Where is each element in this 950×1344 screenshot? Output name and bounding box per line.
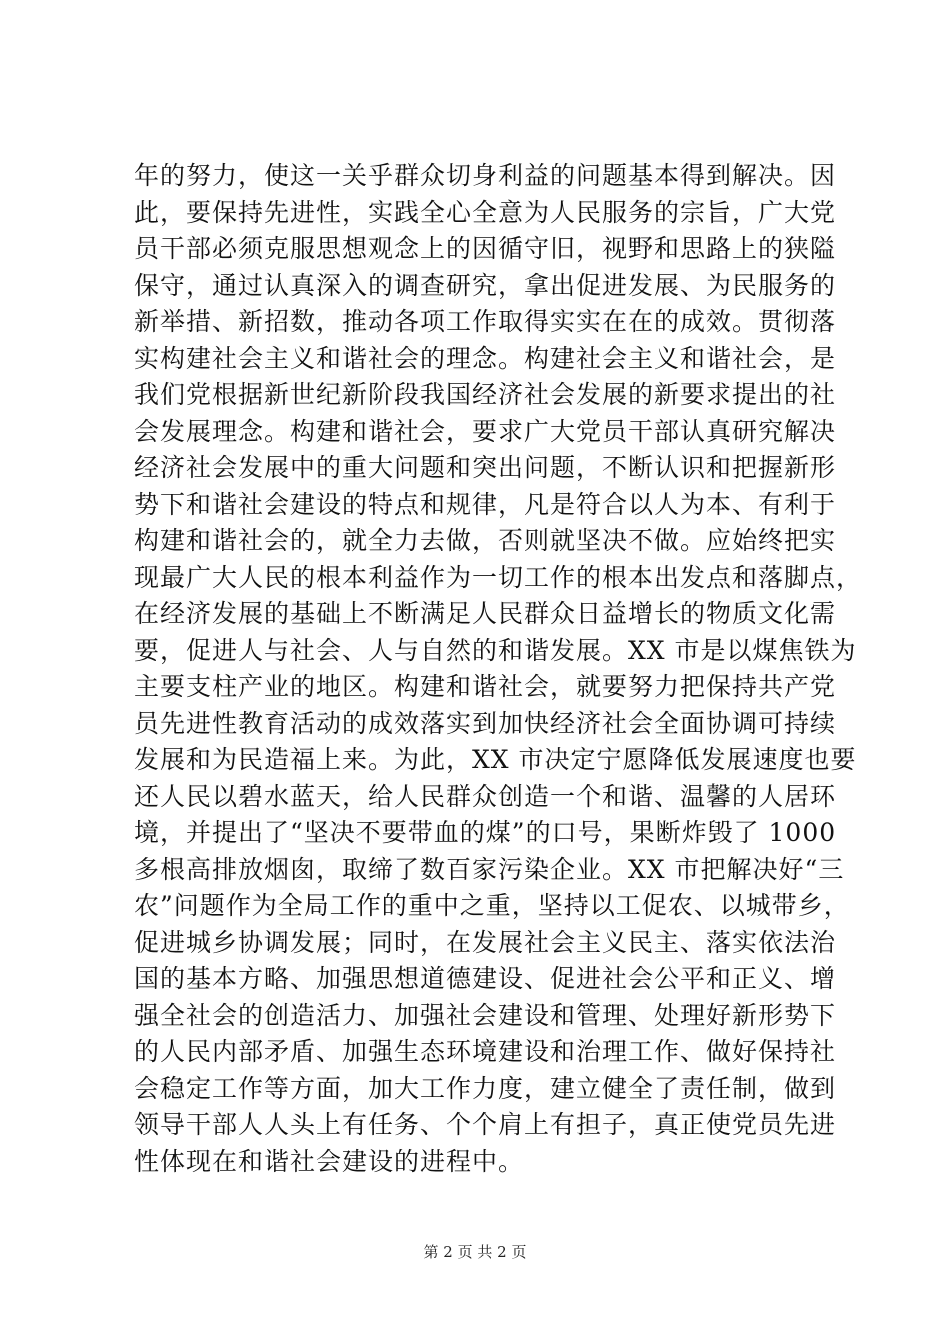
paragraph-line: 会发展理念。构建和谐社会，要求广大党员干部认真研究解决 (134, 416, 837, 446)
paragraph-line: 实构建社会主义和谐社会的理念。构建社会主义和谐社会，是 (134, 343, 837, 373)
body-paragraph (134, 158, 863, 1180)
paragraph-line: 促进城乡协调发展；同时，在发展社会主义民主、落实依法治 (134, 927, 837, 957)
paragraph-line: 经济社会发展中的重大问题和突出问题，不断认识和把握新形 (134, 453, 837, 482)
paragraph-line: 国的基本方略、加强思想道德建设、促进社会公平和正义、增 (134, 964, 837, 993)
paragraph-line: 会稳定工作等方面，加大工作力度，建立健全了责任制，做到 (134, 1073, 837, 1103)
paragraph-line: 发展和为民造福上来。为此，XX 市决定宁愿降低发展速度也要 (134, 745, 857, 774)
paragraph-line: 我们党根据新世纪新阶段我国经济社会发展的新要求提出的社 (134, 380, 837, 409)
paragraph-line: 保守，通过认真深入的调查研究，拿出促进发展、为民服务的 (134, 270, 837, 300)
paragraph-line-last: 性体现在和谐社会建设的进程中。 (134, 1146, 525, 1176)
paragraph-line: 年的努力，使这一关乎群众切身利益的问题基本得到解决。因 (134, 161, 837, 190)
paragraph-line: 的人民内部矛盾、加强生态环境建设和治理工作、做好保持社 (134, 1037, 837, 1066)
paragraph-line: 主要支柱产业的地区。构建和谐社会，就要努力把保持共产党 (134, 672, 837, 701)
paragraph-line: 农”问题作为全局工作的重中之重，坚持以工促农、以城带乡， (134, 891, 850, 920)
paragraph-line: 多根高排放烟囱，取缔了数百家污染企业。XX 市把解决好“三 (134, 854, 845, 884)
paragraph-line: 要，促进人与社会、人与自然的和谐发展。XX 市是以煤焦铁为 (134, 635, 857, 665)
paragraph-line: 员先进性教育活动的成效落实到加快经济社会全面协调可持续 (134, 708, 837, 738)
page-number-footer: 第 2 页 共 2 页 (423, 1243, 527, 1261)
paragraph-line: 势下和谐社会建设的特点和规律，凡是符合以人为本、有利于 (134, 489, 837, 519)
paragraph-line: 强全社会的创造活力、加强社会建设和管理、处理好新形势下 (134, 1000, 837, 1030)
paragraph-line: 还人民以碧水蓝天，给人民群众创造一个和谐、温馨的人居环 (134, 781, 837, 811)
paragraph-line: 构建和谐社会的，就全力去做，否则就坚决不做。应始终把实 (134, 526, 837, 555)
paragraph-line: 新举措、新招数，推动各项工作取得实实在在的成效。贯彻落 (134, 307, 837, 336)
paragraph-line: 员干部必须克服思想观念上的因循守旧，视野和思路上的狭隘 (134, 234, 837, 263)
paragraph-line: 现最广大人民的根本利益作为一切工作的根本出发点和落脚点， (134, 562, 863, 592)
paragraph-line: 境，并提出了“坚决不要带血的煤”的口号，果断炸毁了 1000 (134, 818, 837, 847)
paragraph-line: 此，要保持先进性，实践全心全意为人民服务的宗旨，广大党 (134, 197, 837, 227)
paragraph-line: 在经济发展的基础上不断满足人民群众日益增长的物质文化需 (134, 599, 837, 628)
paragraph-line: 领导干部人人头上有任务、个个肩上有担子，真正使党员先进 (134, 1110, 837, 1139)
